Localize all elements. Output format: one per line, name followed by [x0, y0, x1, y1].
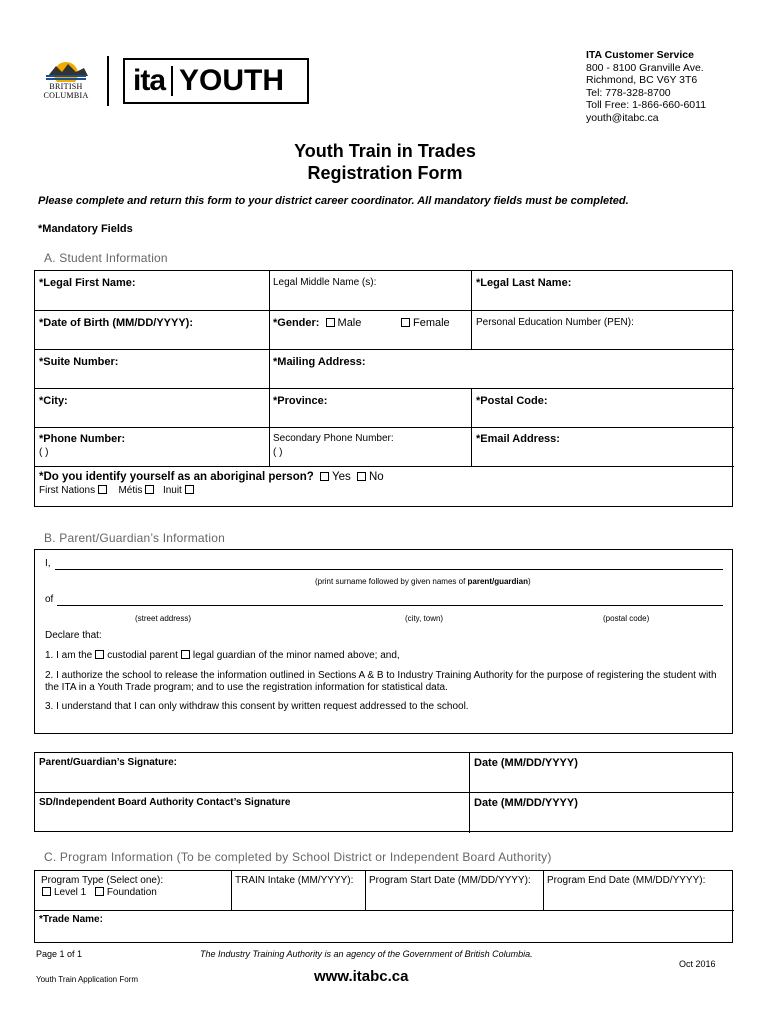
form-title: Youth Train in Trades Registration Form [294, 141, 476, 183]
city-hint: (city, town) [405, 614, 444, 623]
signature-table [34, 752, 733, 832]
metis-checkbox[interactable] [145, 485, 154, 494]
youth-logo-text: YOUTH [179, 64, 285, 97]
mailing-address-field[interactable]: *Mailing Address: [270, 350, 734, 389]
trade-name-field[interactable]: *Trade Name: [39, 914, 103, 925]
street-hint: (street address) [135, 614, 192, 623]
suite-number-field[interactable]: *Suite Number: [35, 350, 270, 389]
province-field[interactable]: *Province: [270, 389, 472, 428]
program-info-table [34, 870, 733, 943]
contact-tel: Tel: 778-328-8700 [586, 86, 671, 99]
female-checkbox[interactable] [401, 318, 410, 327]
aboriginal-field: *Do you identify yourself as an aboriginal person? Yes No First Nations Métis Inuit [39, 471, 384, 496]
contact-block [586, 49, 706, 124]
form-date: Oct 2016 [679, 959, 716, 969]
section-b-heading: B. Parent/Guardian’s Information [44, 531, 225, 545]
program-start-date-field[interactable]: Program Start Date (MM/DD/YYYY): [366, 871, 544, 911]
declaration-item-1: 1. I am the custodial parent legal guardian of the minor named above; and, [45, 650, 400, 661]
guardian-name-line[interactable] [55, 569, 723, 570]
level1-checkbox[interactable] [42, 887, 51, 896]
print-hint: (print surname followed by given names of parent/guardian) [315, 577, 531, 586]
foundation-checkbox[interactable] [95, 887, 104, 896]
dob-field[interactable]: *Date of Birth (MM/DD/YYYY): [35, 311, 270, 350]
contact-email[interactable]: youth@itabc.ca [586, 111, 659, 124]
secondary-phone-field[interactable]: Secondary Phone Number: ( ) [270, 428, 472, 467]
declare-label: Declare that: [45, 630, 102, 641]
program-type-field: Program Type (Select one): Level 1 Foundation [35, 871, 232, 911]
parent-date-field[interactable]: Date (MM/DD/YYYY) [470, 753, 734, 793]
bc-logo [38, 54, 94, 106]
website-link[interactable]: www.itabc.ca [314, 968, 409, 985]
ita-logo-text: ita [133, 64, 166, 97]
agency-note: The Industry Training Authority is an agency of the Government of British Columbia. [200, 949, 533, 959]
bc-logo-text: BRITISH COLUMBIA [43, 82, 89, 100]
parent-signature-field[interactable]: Parent/Guardian’s Signature: [35, 753, 470, 793]
email-field[interactable]: *Email Address: [472, 428, 734, 467]
of-label: of [45, 594, 54, 605]
bc-sun-icon [38, 54, 94, 82]
middle-name-field[interactable]: Legal Middle Name (s): [270, 271, 472, 311]
program-end-date-field[interactable]: Program End Date (MM/DD/YYYY): [544, 871, 734, 911]
contact-address-2: Richmond, BC V6Y 3T6 [586, 74, 698, 86]
ita-youth-logo [123, 58, 309, 104]
custodial-parent-checkbox[interactable] [95, 650, 104, 659]
last-name-field[interactable]: *Legal Last Name: [472, 271, 734, 311]
gender-field: *Gender: Male Female [270, 311, 472, 350]
contact-address-1: 800 - 8100 Granville Ave. [586, 61, 704, 74]
form-name: Youth Train Application Form [36, 975, 138, 984]
inuit-checkbox[interactable] [185, 485, 194, 494]
mandatory-note: *Mandatory Fields [38, 223, 133, 235]
logo-bar [171, 66, 173, 96]
postal-hint: (postal code) [603, 614, 650, 623]
student-info-table [34, 270, 733, 507]
pen-field[interactable]: Personal Education Number (PEN): [472, 311, 734, 350]
section-c-heading: C. Program Information (To be completed by School District or Independent Board Authority) [44, 850, 552, 864]
declaration-item-3: 3. I understand that I can only withdraw this consent by written request addressed to the school. [45, 701, 469, 712]
page-number: Page 1 of 1 [36, 949, 83, 959]
legal-guardian-checkbox[interactable] [181, 650, 190, 659]
contact-title: ITA Customer Service [586, 49, 694, 61]
male-checkbox[interactable] [326, 318, 335, 327]
train-intake-field[interactable]: TRAIN Intake (MM/YYYY): [232, 871, 366, 911]
first-nations-checkbox[interactable] [98, 485, 107, 494]
i-label: I, [45, 558, 51, 569]
postal-code-field[interactable]: *Postal Code: [472, 389, 734, 428]
address-line[interactable] [57, 605, 723, 606]
sd-date-field[interactable]: Date (MM/DD/YYYY) [474, 797, 578, 809]
instructions: Please complete and return this form to your district career coordinator. All mandatory fields must be completed. [38, 195, 629, 207]
parent-info-box [34, 549, 733, 734]
contact-tollfree: Toll Free: 1-866-660-6011 [586, 99, 707, 111]
declaration-item-2: 2. I authorize the school to release the information outlined in Sections A & B to Industry Training Authority for the purpose of registering the student with the ITA in a Youth Trade program; and to use the registration information for statistical data. [45, 670, 717, 693]
section-a-heading: A. Student Information [44, 251, 168, 265]
first-name-field[interactable]: *Legal First Name: [35, 271, 270, 311]
aboriginal-yes-checkbox[interactable] [320, 472, 329, 481]
sd-signature-field[interactable]: SD/Independent Board Authority Contact’s Signature [35, 793, 470, 833]
city-field[interactable]: *City: [35, 389, 270, 428]
aboriginal-no-checkbox[interactable] [357, 472, 366, 481]
phone-field[interactable]: *Phone Number: ( ) [35, 428, 270, 467]
header-divider [107, 56, 109, 106]
